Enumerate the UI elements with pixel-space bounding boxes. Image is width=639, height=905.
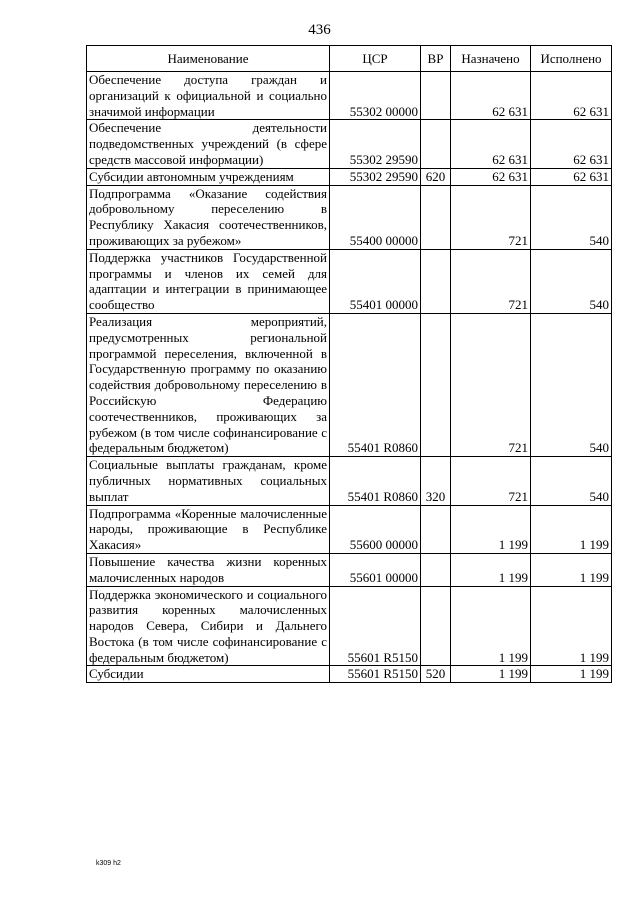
header-assigned: Назначено xyxy=(451,46,531,72)
row-executed: 540 xyxy=(531,313,612,456)
row-assigned: 721 xyxy=(451,313,531,456)
row-assigned: 1 199 xyxy=(451,666,531,683)
header-name: Наименование xyxy=(87,46,330,72)
table-row xyxy=(87,249,612,313)
row-assigned: 721 xyxy=(451,185,531,249)
row-executed: 1 199 xyxy=(531,666,612,683)
row-name: Поддержка экономического и социального развития коренных малочисленных народов Севера, Сибири и Дальнего Востока (в том числе софинансирование с федеральным бюджетом) xyxy=(87,586,330,666)
row-csr: 55302 00000 xyxy=(330,72,421,120)
row-assigned: 62 631 xyxy=(451,168,531,185)
row-name: Субсидии xyxy=(87,666,330,683)
row-assigned: 62 631 xyxy=(451,72,531,120)
row-vr xyxy=(421,586,451,666)
row-assigned: 62 631 xyxy=(451,120,531,168)
row-vr: 520 xyxy=(421,666,451,683)
table-row xyxy=(87,505,612,553)
row-csr: 55401 R0860 xyxy=(330,457,421,505)
row-executed: 1 199 xyxy=(531,553,612,586)
row-name: Повышение качества жизни коренных малочисленных народов xyxy=(87,553,330,586)
row-executed: 540 xyxy=(531,457,612,505)
row-assigned: 1 199 xyxy=(451,586,531,666)
row-name: Подпрограмма «Коренные малочисленные народы, проживающие в Республике Хакасия» xyxy=(87,505,330,553)
row-csr: 55302 29590 xyxy=(330,168,421,185)
row-vr xyxy=(421,249,451,313)
budget-table xyxy=(86,45,612,683)
row-vr xyxy=(421,505,451,553)
row-vr xyxy=(421,313,451,456)
row-name: Реализация мероприятий, предусмотренных региональной программой переселения, включенной в Государственную программу по оказанию содействия добровольному переселению в Российскую Федерацию соотечественников, проживающих за рубежом (в том числе софинансирование с федеральным бюджетом) xyxy=(87,313,330,456)
row-executed: 540 xyxy=(531,249,612,313)
row-assigned: 1 199 xyxy=(451,505,531,553)
row-csr: 55302 29590 xyxy=(330,120,421,168)
row-executed: 1 199 xyxy=(531,505,612,553)
table-row xyxy=(87,185,612,249)
row-vr xyxy=(421,72,451,120)
row-vr: 320 xyxy=(421,457,451,505)
row-csr: 55401 R0860 xyxy=(330,313,421,456)
row-name: Субсидии автономным учреждениям xyxy=(87,168,330,185)
header-vr: ВР xyxy=(421,46,451,72)
row-executed: 540 xyxy=(531,185,612,249)
row-vr xyxy=(421,185,451,249)
table-row xyxy=(87,120,612,168)
table-row xyxy=(87,313,612,456)
table-row xyxy=(87,553,612,586)
row-name: Поддержка участников Государственной программы и членов их семей для адаптации и интеграции в принимающее сообщество xyxy=(87,249,330,313)
row-name: Обеспечение доступа граждан и организаций к официальной и социально значимой информации xyxy=(87,72,330,120)
row-name: Подпрограмма «Оказание содействия добровольному переселению в Республику Хакасия соотечественников, проживающих за рубежом» xyxy=(87,185,330,249)
row-executed: 62 631 xyxy=(531,168,612,185)
row-assigned: 1 199 xyxy=(451,553,531,586)
page-number: 436 xyxy=(308,22,331,38)
table-row xyxy=(87,72,612,120)
row-executed: 62 631 xyxy=(531,72,612,120)
row-csr: 55601 00000 xyxy=(330,553,421,586)
row-executed: 62 631 xyxy=(531,120,612,168)
row-name: Социальные выплаты гражданам, кроме публичных нормативных социальных выплат xyxy=(87,457,330,505)
row-vr xyxy=(421,553,451,586)
row-vr: 620 xyxy=(421,168,451,185)
row-assigned: 721 xyxy=(451,457,531,505)
row-csr: 55400 00000 xyxy=(330,185,421,249)
row-vr xyxy=(421,120,451,168)
table-row xyxy=(87,666,612,683)
row-csr: 55600 00000 xyxy=(330,505,421,553)
row-csr: 55401 00000 xyxy=(330,249,421,313)
row-assigned: 721 xyxy=(451,249,531,313)
header-csr: ЦСР xyxy=(330,46,421,72)
table-row xyxy=(87,457,612,505)
table-header-row xyxy=(87,46,612,72)
row-name: Обеспечение деятельности подведомственных учреждений (в сфере средств массовой информации) xyxy=(87,120,330,168)
row-csr: 55601 R5150 xyxy=(330,666,421,683)
row-csr: 55601 R5150 xyxy=(330,586,421,666)
table-row xyxy=(87,586,612,666)
header-executed: Исполнено xyxy=(531,46,612,72)
table-row xyxy=(87,168,612,185)
row-executed: 1 199 xyxy=(531,586,612,666)
footer-code: k309 h2 xyxy=(96,860,121,867)
